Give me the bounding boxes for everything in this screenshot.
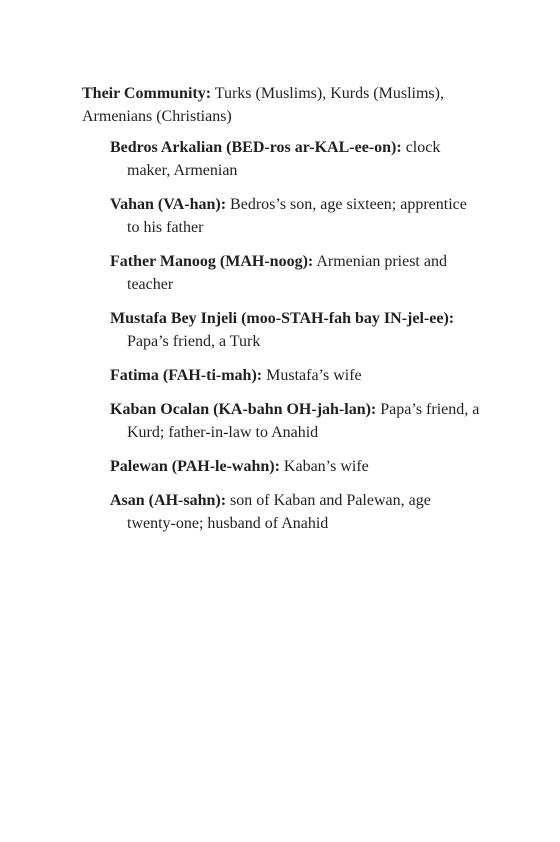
page-content bbox=[82, 82, 482, 546]
character-entry bbox=[110, 455, 482, 478]
character-entry bbox=[110, 250, 482, 296]
community-label: Their Community: bbox=[82, 85, 212, 102]
character-entry bbox=[110, 364, 482, 387]
character-description: Kaban’s wife bbox=[279, 458, 369, 475]
character-name: Vahan (VA-han): bbox=[110, 196, 227, 213]
character-entry bbox=[110, 193, 482, 239]
character-name: Asan (AH-sahn): bbox=[110, 492, 227, 509]
community-text: Turks (Muslims), Kurds (Muslims), Armenians (Christians) bbox=[82, 85, 444, 125]
character-description: Armenian priest and teacher bbox=[127, 253, 447, 293]
character-description: Papa’s friend, a Turk bbox=[127, 333, 261, 350]
character-description: Mustafa’s wife bbox=[262, 367, 362, 384]
character-list bbox=[82, 136, 482, 535]
character-entry bbox=[110, 136, 482, 182]
community-heading bbox=[82, 82, 482, 128]
character-entry bbox=[110, 307, 482, 353]
character-description: clock maker, Armenian bbox=[127, 139, 441, 179]
character-name: Kaban Ocalan (KA-bahn OH-jah-lan): bbox=[110, 401, 377, 418]
character-entry bbox=[110, 398, 482, 444]
character-description: son of Kaban and Palewan, age twenty-one; husband of Anahid bbox=[127, 492, 431, 532]
character-name: Father Manoog (MAH-noog): bbox=[110, 253, 314, 270]
character-description: Bedros’s son, age sixteen; apprentice to his father bbox=[127, 196, 467, 236]
character-name: Fatima (FAH-ti-mah): bbox=[110, 367, 263, 384]
character-description: Papa’s friend, a Kurd; father-in-law to Anahid bbox=[127, 401, 480, 441]
character-entry bbox=[110, 489, 482, 535]
character-name: Palewan (PAH-le-wahn): bbox=[110, 458, 280, 475]
character-name: Mustafa Bey Injeli (moo-STAH-fah bay IN-jel-ee): bbox=[110, 310, 455, 327]
character-name: Bedros Arkalian (BED-ros ar-KAL-ee-on): bbox=[110, 139, 402, 156]
